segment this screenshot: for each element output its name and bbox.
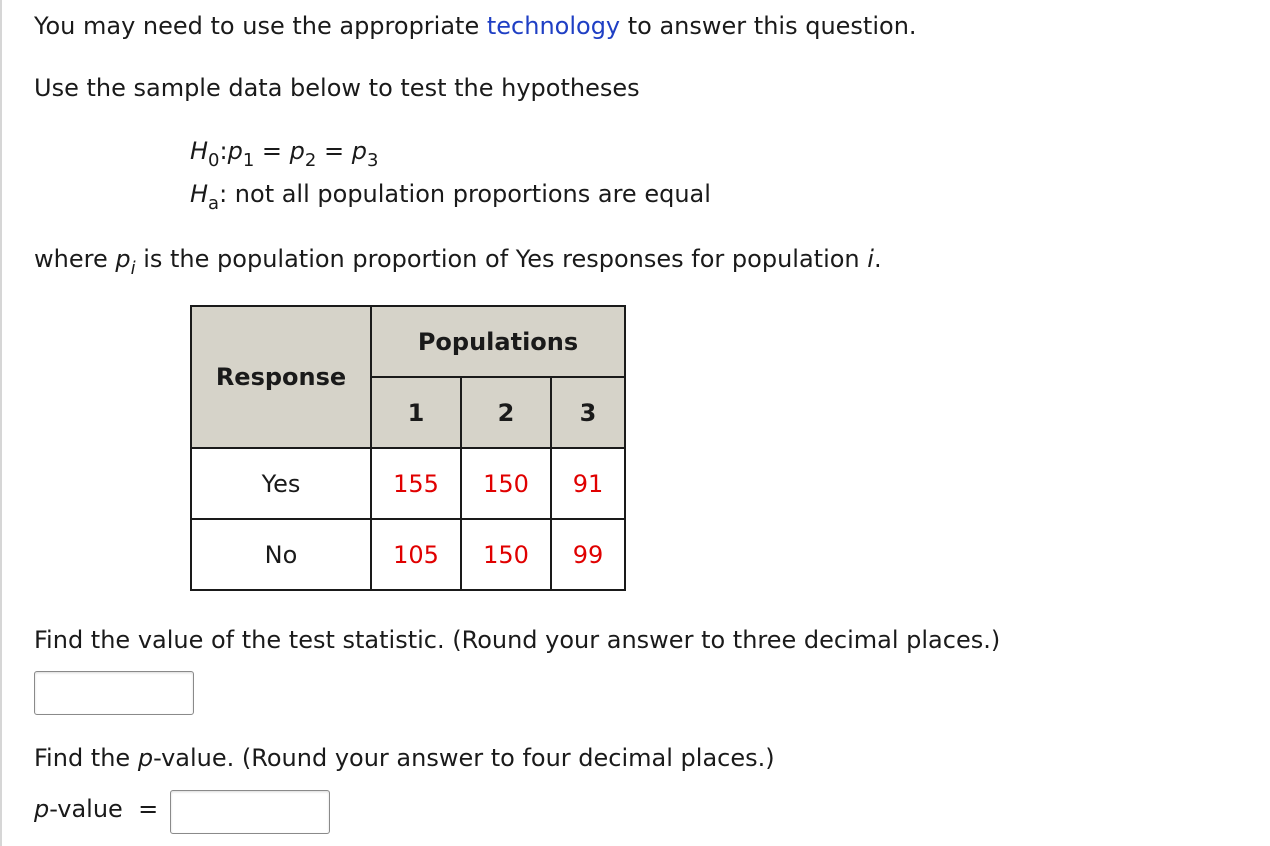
p1-symbol: p (227, 137, 243, 165)
row-label-no: No (191, 519, 371, 590)
h0-colon: : (219, 137, 228, 165)
q2-p-symbol: p (137, 744, 154, 772)
equals-1: = (254, 137, 290, 165)
technology-link[interactable]: technology (486, 12, 621, 40)
population-index: i (867, 245, 874, 273)
pi-subscript: i (130, 258, 136, 279)
pi-symbol: p (115, 245, 131, 273)
column-header-3: 3 (551, 377, 625, 448)
h0-symbol: H (190, 137, 209, 165)
cell-no-1: 105 (371, 519, 461, 590)
equals-2: = (316, 137, 352, 165)
definition-middle: is the population proportion of Yes responses for population (135, 245, 868, 273)
intro-line (34, 11, 917, 41)
definition-line (34, 244, 882, 277)
alternative-hypothesis (190, 179, 711, 212)
intro-prefix: You may need to use the appropriate (34, 12, 487, 40)
p-value-label (34, 794, 158, 824)
p-value-input[interactable] (170, 790, 330, 834)
cell-no-2: 150 (461, 519, 551, 590)
cell-yes-2: 150 (461, 448, 551, 519)
response-header: Response (191, 306, 371, 448)
cell-no-3: 99 (551, 519, 625, 590)
p3-subscript: 3 (366, 150, 379, 171)
definition-suffix: . (873, 245, 882, 273)
left-border (0, 0, 2, 846)
column-header-1: 1 (371, 377, 461, 448)
q2-suffix: -value. (Round your answer to four decimal places.) (153, 744, 775, 772)
populations-table (190, 305, 626, 591)
table-row-no (191, 519, 625, 590)
h0-subscript: 0 (208, 150, 220, 171)
cell-yes-1: 155 (371, 448, 461, 519)
table-row-yes (191, 448, 625, 519)
intro-suffix: to answer this question. (620, 12, 917, 40)
populations-header: Populations (371, 306, 625, 377)
ha-symbol: H (190, 180, 209, 208)
ha-subscript: a (208, 193, 220, 214)
column-header-2: 2 (461, 377, 551, 448)
p2-subscript: 2 (304, 150, 317, 171)
ha-text: : not all population proportions are equal (219, 180, 711, 208)
q2-prefix: Find the (34, 744, 138, 772)
null-hypothesis (190, 136, 378, 169)
instruction-text: Use the sample data below to test the hypotheses (34, 74, 640, 102)
table-header-row (191, 306, 625, 377)
definition-prefix: where (34, 245, 116, 273)
test-statistic-input[interactable] (34, 671, 194, 715)
p1-subscript: 1 (242, 150, 255, 171)
pvalue-label-suffix: -value = (49, 795, 159, 823)
p3-symbol: p (351, 137, 367, 165)
question-p-value (34, 743, 775, 773)
question-test-statistic: Find the value of the test statistic. (Round your answer to three decimal places.) (34, 626, 1001, 654)
row-label-yes: Yes (191, 448, 371, 519)
p2-symbol: p (289, 137, 305, 165)
pvalue-p-symbol: p (34, 795, 50, 823)
cell-yes-3: 91 (551, 448, 625, 519)
